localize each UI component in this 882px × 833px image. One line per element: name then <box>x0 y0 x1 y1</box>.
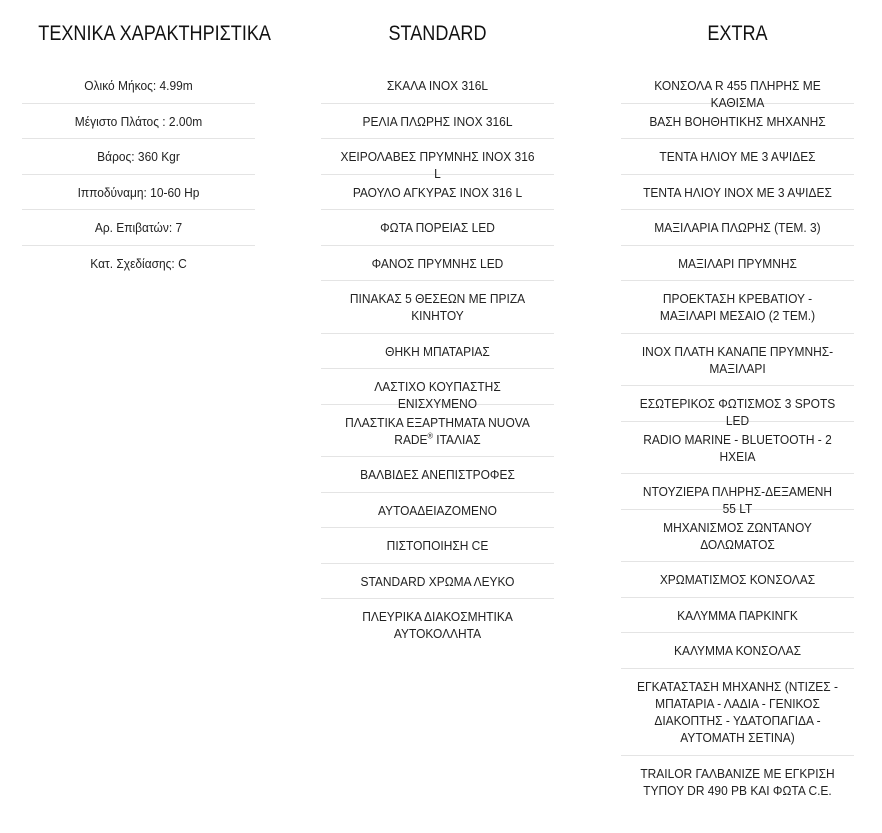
list-item: ΜΑΞΙΛΑΡΙ ΠΡΥΜΝΗΣ <box>621 246 854 282</box>
list-item: Μέγιστο Πλάτος : 2.00m <box>22 104 255 140</box>
standard-title: STANDARD <box>388 22 487 45</box>
extra-column <box>621 0 854 808</box>
list-item: RADIO MARINE - BLUETOOTH - 2 ΗΧΕΙΑ <box>621 422 854 475</box>
list-item: INOX ΠΛΑΤΗ ΚΑΝΑΠΕ ΠΡΥΜΝΗΣ-ΜΑΞΙΛΑΡΙ <box>621 334 854 387</box>
list-item: ΤΕΝΤΑ ΗΛΙΟΥ ΜΕ 3 ΑΨΙΔΕΣ <box>621 139 854 175</box>
list-item: ΕΣΩΤΕΡΙΚΟΣ ΦΩΤΙΣΜΟΣ 3 SPOTS LED <box>621 386 854 422</box>
list-item: ΜΑΞΙΛΑΡΙΑ ΠΛΩΡΗΣ (ΤΕΜ. 3) <box>621 210 854 246</box>
list-item: ΚΑΛΥΜΜΑ ΠΑΡΚΙΝΓΚ <box>621 598 854 634</box>
list-item: ΦΑΝΟΣ ΠΡΥΜΝΗΣ LED <box>321 246 554 282</box>
list-item: ΠΙΣΤΟΠΟΙΗΣΗ CE <box>321 528 554 564</box>
list-item: ΠΙΝΑΚΑΣ 5 ΘΕΣΕΩΝ ΜΕ ΠΡΙΖΑ ΚΙΝΗΤΟΥ <box>321 281 554 334</box>
list-item: Ιπποδύναμη: 10-60 Hp <box>22 175 255 211</box>
list-item: ΠΛΕΥΡΙΚΑ ΔΙΑΚΟΣΜΗΤΙΚΑ ΑΥΤΟΚΟΛΛΗΤΑ <box>362 609 513 641</box>
list-item: ΚΑΛΥΜΜΑ ΚΟΝΣΟΛΑΣ <box>621 633 854 669</box>
specs-column <box>22 0 271 281</box>
list-item: ΒΑΛΒΙΔΕΣ ΑΝΕΠΙΣΤΡΟΦΕΣ <box>321 457 554 493</box>
list-item: ΠΡΟΕΚΤΑΣΗ ΚΡΕΒΑΤΙΟΥ - ΜΑΞΙΛΑΡΙ ΜΕΣΑΙΟ (2 ΤΕΜ.) <box>621 281 854 334</box>
list-item: ΧΡΩΜΑΤΙΣΜΟΣ ΚΟΝΣΟΛΑΣ <box>621 562 854 598</box>
list-item: ΤΕΝΤΑ ΗΛΙΟΥ INOX ΜΕ 3 ΑΨΙΔΕΣ <box>621 175 854 211</box>
standard-column <box>321 0 554 652</box>
list-item: ΧΕΙΡΟΛΑΒΕΣ ΠΡΥΜΝΗΣ INOX 316 L <box>321 139 554 175</box>
list-item: STANDARD ΧΡΩΜΑ ΛΕΥΚΟ <box>321 564 554 600</box>
extra-list <box>621 68 854 808</box>
list-item: ΕΓΚΑΤΑΣΤΑΣΗ ΜΗΧΑΝΗΣ (ΝΤΙΖΕΣ - ΜΠΑΤΑΡΙΑ - ΛΑΔΙΑ - ΓΕΝΙΚΟΣ ΔΙΑΚΟΠΤΗΣ - ΥΔΑΤΟΠΑΓΙΔΑ - ΑΥΤΟΜΑΤΗ ΣΕΤΙΝΑ) <box>621 669 854 756</box>
list-item: ΜΗΧΑΝΙΣΜΟΣ ΖΩΝΤΑΝΟΥ ΔΟΛΩΜΑΤΟΣ <box>621 510 854 563</box>
list-item: TRAILOR ΓΑΛΒΑΝΙΖΕ ΜΕ ΕΓΚΡΙΣΗ ΤΥΠΟΥ DR 490 PB ΚΑΙ ΦΩΤΑ C.E. <box>640 765 835 798</box>
list-item: Ολικό Μήκος: 4.99m <box>22 68 255 104</box>
list-item: ΘΗΚΗ ΜΠΑΤΑΡΙΑΣ <box>321 334 554 370</box>
list-item: ΛΑΣΤΙΧΟ ΚΟΥΠΑΣΤΗΣ ΕΝΙΣΧΥΜΕΝΟ <box>321 369 554 405</box>
list-item: ΑΥΤΟΑΔΕΙΑΖΟΜΕΝΟ <box>321 493 554 529</box>
list-item: ΠΛΑΣΤΙΚΑ ΕΞΑΡΤΗΜΑΤΑ NUOVA RADE® ΙΤΑΛΙΑΣ <box>321 405 554 458</box>
extra-title: EXTRA <box>707 22 768 45</box>
list-item: ΒΑΣΗ ΒΟΗΘΗΤΙΚΗΣ ΜΗΧΑΝΗΣ <box>621 104 854 140</box>
list-item: ΝΤΟΥΖΙΕΡΑ ΠΛΗΡΗΣ-ΔΕΞΑΜΕΝΗ 55 LT <box>621 474 854 510</box>
registered-mark: ® <box>427 431 433 441</box>
list-item: Κατ. Σχεδίασης: C <box>90 255 187 271</box>
standard-list <box>321 68 554 652</box>
specs-list <box>22 68 255 281</box>
list-item: ΡΕΛΙΑ ΠΛΩΡΗΣ INOX 316L <box>321 104 554 140</box>
list-item: ΚΟΝΣΟΛΑ R 455 ΠΛΗΡΗΣ ΜΕ ΚΑΘΙΣΜΑ <box>621 68 854 104</box>
list-item: ΡΑΟΥΛΟ ΑΓΚΥΡΑΣ INOX 316 L <box>321 175 554 211</box>
list-item: Αρ. Επιβατών: 7 <box>22 210 255 246</box>
specs-title: ΤΕΧΝΙΚΑ ΧΑΡΑΚΤΗΡΙΣΤΙΚΑ <box>38 22 271 45</box>
list-item: Βάρος: 360 Kgr <box>22 139 255 175</box>
list-item: ΣΚΑΛΑ INOX 316L <box>321 68 554 104</box>
list-item: ΦΩΤΑ ΠΟΡΕΙΑΣ LED <box>321 210 554 246</box>
